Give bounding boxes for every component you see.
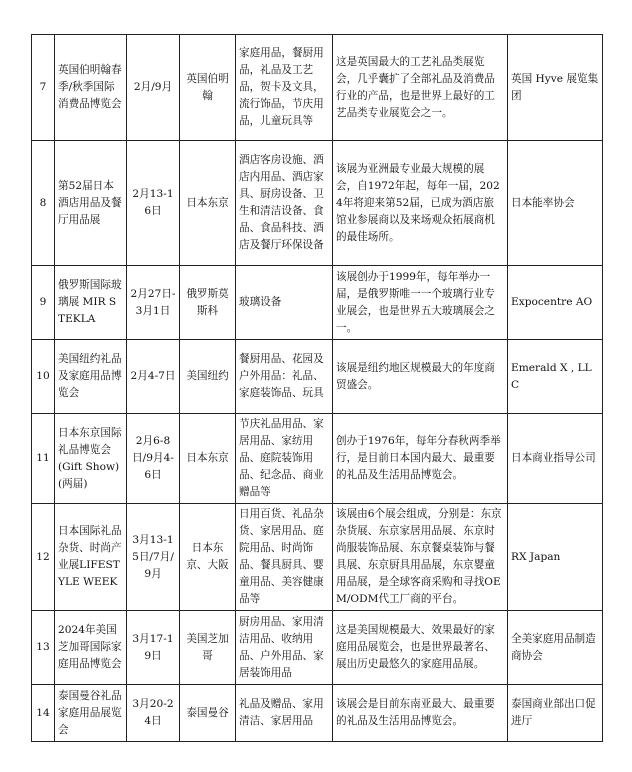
exhibition-city: 美国纽约 — [180, 340, 236, 414]
exhibition-date: 2月4-7日 — [127, 340, 180, 414]
exhibition-organizer: 日本商业指导公司 — [508, 414, 603, 504]
exhibition-city: 美国芝加哥 — [180, 611, 236, 685]
row-number: 13 — [32, 611, 55, 685]
exhibition-organizer: 全美家庭用品制造商协会 — [508, 611, 603, 685]
exhibition-city: 日本东京、大阪 — [180, 504, 236, 611]
row-number: 14 — [32, 685, 55, 742]
exhibition-organizer: Emerald X , LLC — [508, 340, 603, 414]
exhibition-name: 泰国曼谷礼品家庭用品展览会 — [55, 685, 127, 742]
exhibition-date: 3月13-15日/7月/9月 — [127, 504, 180, 611]
table-row — [32, 266, 603, 340]
exhibition-description: 这是美国规模最大、效果最好的家庭用品展览会，也是世界最著名、展出历史最悠久的家庭用品展。 — [333, 611, 508, 685]
row-number: 10 — [32, 340, 55, 414]
exhibition-description: 该展是纽约地区规模最大的年度商贸盛会。 — [333, 340, 508, 414]
exhibition-date: 2月27日-3月1日 — [127, 266, 180, 340]
exhibition-organizer: RX Japan — [508, 504, 603, 611]
exhibition-date: 2月/9月 — [127, 35, 180, 141]
exhibition-organizer: 日本能率协会 — [508, 141, 603, 266]
table-row — [32, 141, 603, 266]
exhibition-date: 3月20-24日 — [127, 685, 180, 742]
exhibition-products: 礼品及赠品、家用清洁、家居用品 — [236, 685, 333, 742]
exhibition-description: 该展为亚洲最专业最大规模的展会，自1972年起，每年一届，2024年将迎来第52届，已成为酒店旅馆业参展商以及来场观众拓展商机的最佳场所。 — [333, 141, 508, 266]
exhibition-description: 创办于1976年，每年分春秋两季举行，是目前日本国内最大、最重要的礼品及生活用品博览会。 — [333, 414, 508, 504]
exhibition-products: 日用百货、礼品杂货、家居用品、庭院用品、时尚饰品、餐具厨具、婴童用品、美容健康品等 — [236, 504, 333, 611]
row-number: 12 — [32, 504, 55, 611]
exhibition-name: 俄罗斯国际玻璃展 MIR STEKLA — [55, 266, 127, 340]
table-row — [32, 611, 603, 685]
exhibition-description: 该展创办于1999年，每年举办一届，是俄罗斯唯一一个玻璃行业专业展会，也是世界五大玻璃展会之一。 — [333, 266, 508, 340]
exhibition-city: 英国伯明翰 — [180, 35, 236, 141]
table-row — [32, 340, 603, 414]
exhibition-organizer: Expocentre AO — [508, 266, 603, 340]
exhibition-products: 玻璃设备 — [236, 266, 333, 340]
exhibition-organizer: 泰国商业部出口促进厅 — [508, 685, 603, 742]
table-row — [32, 35, 603, 141]
exhibition-name: 日本国际礼品杂货、时尚产业展LIFESTYLE WEEK — [55, 504, 127, 611]
exhibition-description: 该展会是目前东南亚最大、最重要的礼品及生活用品博览会。 — [333, 685, 508, 742]
exhibition-table — [31, 34, 603, 742]
exhibition-products: 酒店客房设施、酒店内用品、酒店家具、厨房设备、卫生和清洁设备、食品、食品科技、酒店及餐厅环保设备 — [236, 141, 333, 266]
table-row — [32, 504, 603, 611]
exhibition-city: 泰国曼谷 — [180, 685, 236, 742]
table-row — [32, 414, 603, 504]
exhibition-organizer: 英国 Hyve 展览集团 — [508, 35, 603, 141]
exhibition-description: 该展由6个展会组成，分别是：东京杂货展、东京家居用品展、东京时尚服装饰品展、东京餐桌装饰与餐具展、东京厨具用品展，东京婴童用品展，是全球客商采购和寻找OEM/ODM代工厂商的平台。 — [333, 504, 508, 611]
exhibition-name: 美国纽约礼品及家庭用品博览会 — [55, 340, 127, 414]
exhibition-date: 2月6-8日/9月4-6日 — [127, 414, 180, 504]
exhibition-date: 2月13-16日 — [127, 141, 180, 266]
exhibition-name: 英国伯明翰春季/秋季国际消费品博览会 — [55, 35, 127, 141]
exhibition-name: 日本东京国际礼品博览会 (Gift Show)(两届) — [55, 414, 127, 504]
row-number: 7 — [32, 35, 55, 141]
row-number: 11 — [32, 414, 55, 504]
exhibition-description: 这是英国最大的工艺礼品类展览会，几乎囊扩了全部礼品及消费品行业的产品，也是世界上最好的工艺品类专业展览会之一。 — [333, 35, 508, 141]
exhibition-products: 厨房用品、家用清洁用品、收纳用品、户外用品、家居装饰用品 — [236, 611, 333, 685]
exhibition-products: 节庆礼品用品、家居用品、家纺用品、庭院装饰用品、纪念品、商业赠品等 — [236, 414, 333, 504]
exhibition-city: 日本东京 — [180, 141, 236, 266]
row-number: 9 — [32, 266, 55, 340]
exhibition-name: 2024年美国芝加哥国际家庭用品博览会 — [55, 611, 127, 685]
exhibition-name: 第52届日本酒店用品及餐厅用品展 — [55, 141, 127, 266]
exhibition-date: 3月17-19日 — [127, 611, 180, 685]
row-number: 8 — [32, 141, 55, 266]
exhibition-city: 日本东京 — [180, 414, 236, 504]
exhibition-city: 俄罗斯莫斯科 — [180, 266, 236, 340]
table-row — [32, 685, 603, 742]
exhibition-products: 家庭用品，餐厨用品，礼品及工艺品，贺卡及文具，流行饰品，节庆用品，儿童玩具等 — [236, 35, 333, 141]
exhibition-products: 餐厨用品、花园及户外用品：礼品、家庭装饰品、玩具 — [236, 340, 333, 414]
